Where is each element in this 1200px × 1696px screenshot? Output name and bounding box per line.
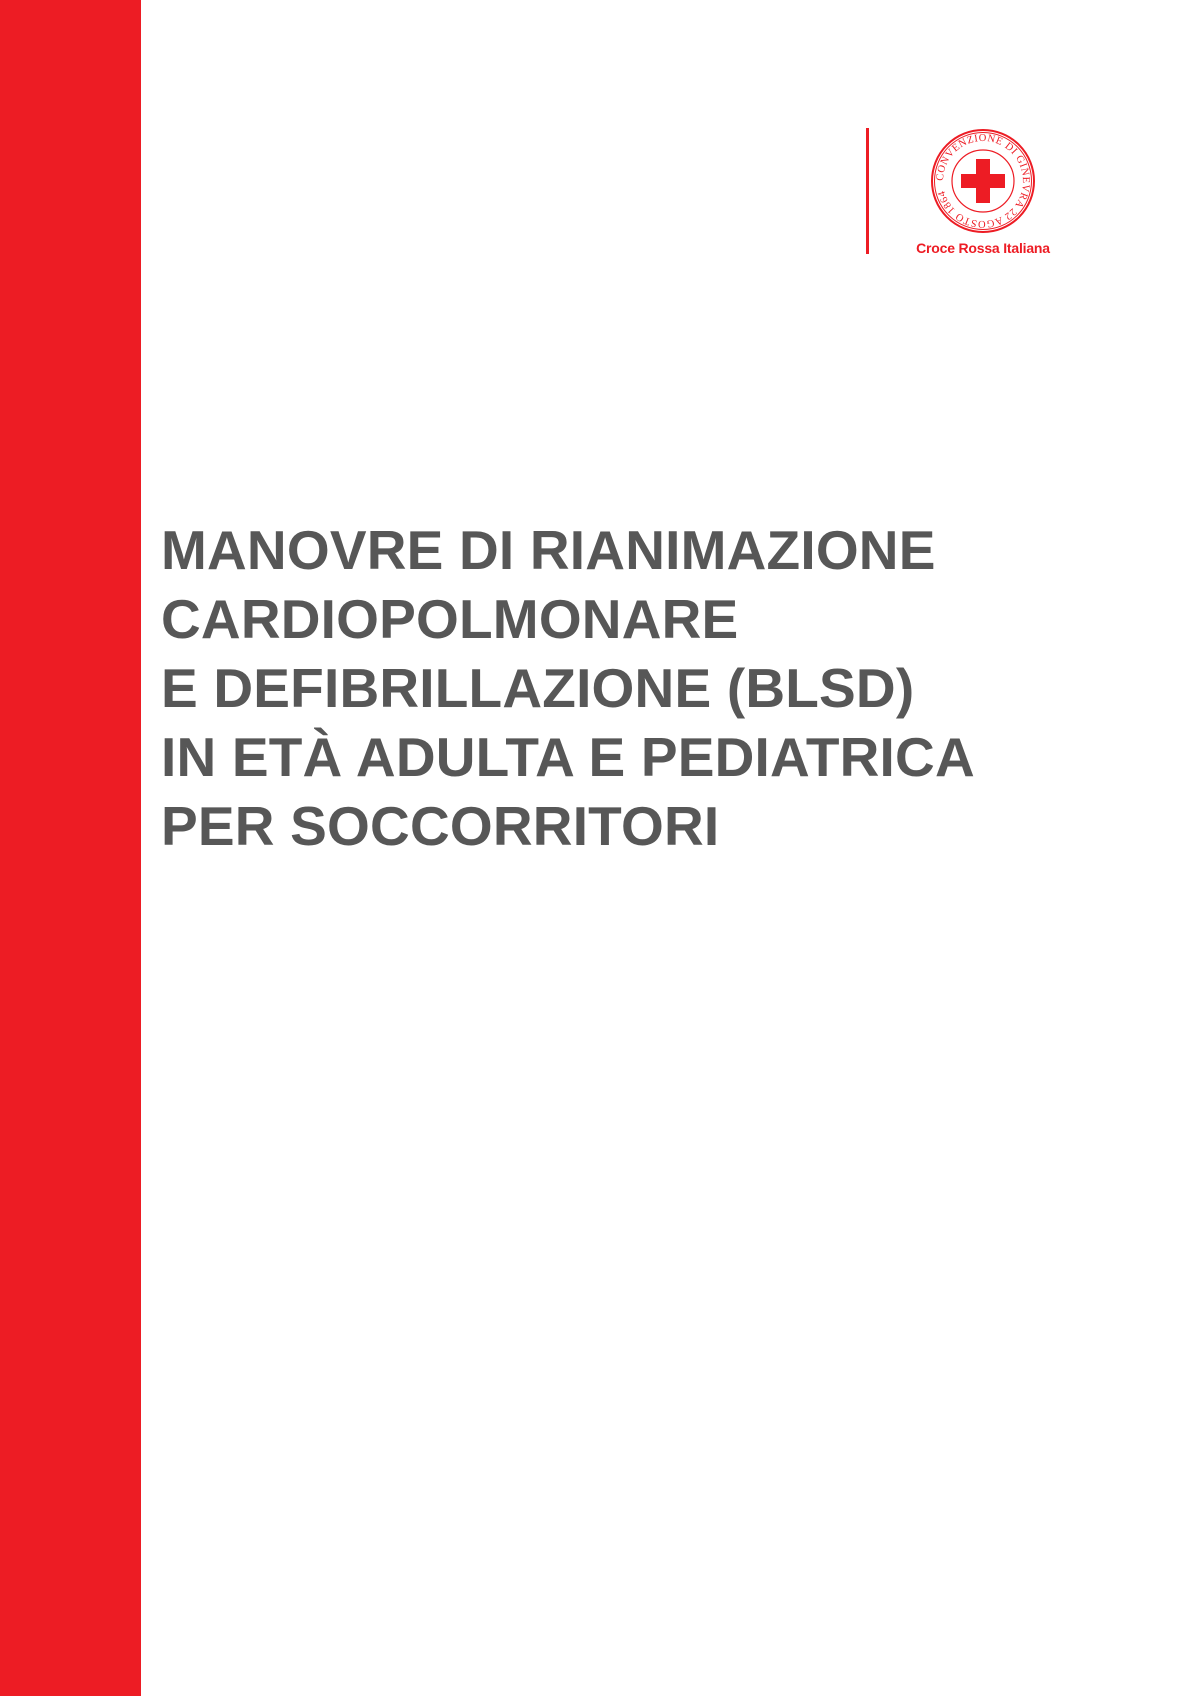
emblem-ring-text: CONVENZIONE DI GINEVRA 22 AGOSTO 1864 [934, 132, 1032, 230]
left-red-band [0, 0, 141, 1696]
title-line-1: MANOVRE DI RIANIMAZIONE [161, 519, 936, 581]
logo-divider [866, 128, 869, 254]
document-title [161, 516, 1171, 861]
title-line-5: PER SOCCORRITORI [161, 795, 720, 857]
logo-caption: Croce Rossa Italiana [916, 240, 1050, 256]
title-line-3: E DEFIBRILLAZIONE (BLSD) [161, 657, 915, 719]
title-line-2: CARDIOPOLMONARE [161, 588, 739, 650]
title-line-4: IN ETÀ ADULTA E PEDIATRICA [161, 726, 975, 788]
red-cross-emblem-icon [930, 128, 1036, 234]
